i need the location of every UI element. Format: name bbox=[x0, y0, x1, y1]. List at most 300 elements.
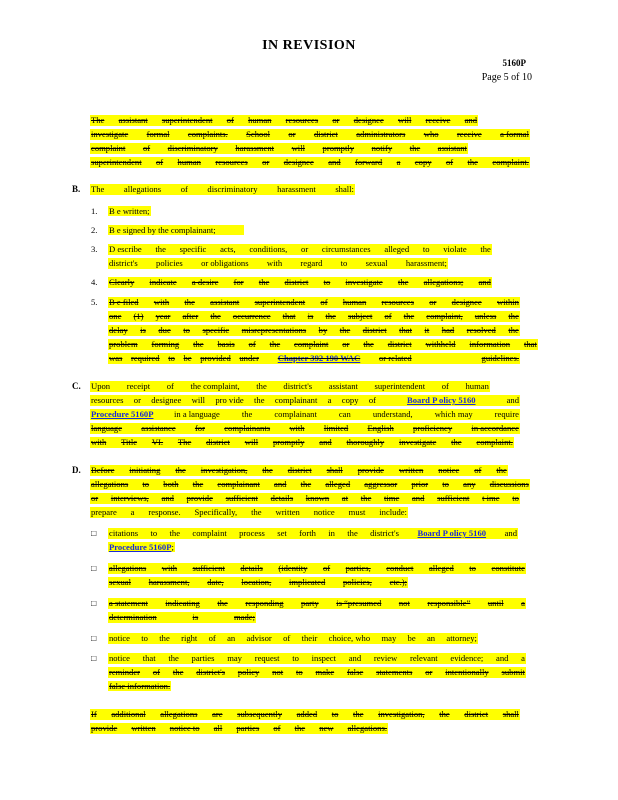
word: the bbox=[300, 479, 312, 489]
bullet-text: false information. bbox=[109, 681, 171, 691]
item-3-line-1 bbox=[108, 244, 492, 255]
section-d-line-1 bbox=[90, 465, 508, 476]
word: include: bbox=[379, 507, 407, 517]
word: The bbox=[91, 184, 105, 194]
word: made; bbox=[234, 612, 255, 622]
item-5-line-5 bbox=[108, 353, 520, 364]
word: required bbox=[130, 353, 160, 363]
word: English bbox=[367, 423, 394, 433]
word: additional bbox=[111, 709, 146, 719]
word: to bbox=[442, 479, 449, 489]
item-text bbox=[108, 297, 520, 308]
word: receive bbox=[425, 115, 451, 125]
word: and bbox=[411, 493, 425, 503]
word: The bbox=[177, 437, 192, 447]
word: pro vide bbox=[215, 395, 244, 405]
word: delay bbox=[109, 325, 128, 335]
word: the bbox=[251, 507, 262, 517]
word: parties, bbox=[345, 563, 371, 573]
word: complaint, bbox=[426, 311, 463, 321]
word: initiating bbox=[129, 465, 161, 475]
word: both bbox=[163, 479, 179, 489]
intro-line-3 bbox=[90, 143, 468, 154]
section-d-line-4 bbox=[90, 507, 408, 518]
word: resources bbox=[381, 297, 414, 307]
word: and bbox=[319, 437, 332, 447]
word: Before bbox=[91, 465, 115, 475]
word: specific bbox=[202, 325, 230, 335]
word: assistance bbox=[141, 423, 176, 433]
word: human bbox=[177, 157, 201, 167]
word: of bbox=[248, 339, 256, 349]
word: the bbox=[451, 437, 462, 447]
word: promptly bbox=[272, 437, 305, 447]
word: intentionally bbox=[445, 667, 489, 677]
word: harassment; bbox=[405, 258, 447, 268]
word: to bbox=[183, 325, 190, 335]
word: the bbox=[155, 244, 166, 254]
word: shall bbox=[326, 465, 343, 475]
word: the bbox=[480, 244, 491, 254]
word: the bbox=[352, 709, 364, 719]
section-c-text bbox=[174, 409, 519, 420]
word: year bbox=[155, 311, 171, 321]
word: until bbox=[487, 598, 504, 608]
word: unless bbox=[474, 311, 497, 321]
word: harassment, bbox=[148, 577, 190, 587]
word: notice bbox=[438, 465, 460, 475]
word: party bbox=[301, 598, 319, 608]
word: not bbox=[272, 667, 284, 677]
word: B e filed bbox=[109, 297, 139, 307]
word: The bbox=[91, 115, 105, 125]
word: acts, bbox=[220, 244, 236, 254]
word: the bbox=[397, 277, 409, 287]
item-text bbox=[108, 258, 448, 269]
word: will bbox=[191, 395, 206, 405]
word: designee bbox=[151, 395, 182, 405]
word: investigate bbox=[399, 437, 437, 447]
word: assistant bbox=[328, 381, 358, 391]
word: complaint bbox=[294, 339, 329, 349]
word: VI. bbox=[151, 437, 164, 447]
word: to bbox=[292, 653, 299, 663]
word: the bbox=[217, 598, 228, 608]
word: within bbox=[497, 297, 519, 307]
word: of bbox=[180, 184, 188, 194]
section-b-heading bbox=[90, 184, 355, 195]
word: added bbox=[296, 709, 318, 719]
word: resolved bbox=[466, 325, 496, 335]
word: to bbox=[331, 709, 339, 719]
word: alleged bbox=[428, 563, 454, 573]
closing-line-1 bbox=[90, 709, 520, 720]
word: right bbox=[181, 633, 198, 643]
item-text bbox=[109, 353, 259, 364]
word: the bbox=[508, 311, 519, 321]
word: the bbox=[325, 311, 336, 321]
word: not bbox=[398, 598, 410, 608]
bullet-icon: □ bbox=[91, 598, 97, 608]
word: it bbox=[424, 325, 430, 335]
word: the bbox=[172, 667, 184, 677]
item-text bbox=[108, 339, 538, 350]
word: the bbox=[192, 479, 204, 489]
section-d-line-2 bbox=[90, 479, 530, 490]
word: require bbox=[494, 409, 519, 419]
word: or bbox=[429, 297, 437, 307]
word: Title bbox=[121, 437, 138, 447]
word: complaint bbox=[192, 528, 227, 538]
word: the bbox=[403, 311, 415, 321]
word: misrepresentations bbox=[241, 325, 307, 335]
word: etc.); bbox=[389, 577, 407, 587]
word: t ime bbox=[482, 493, 500, 503]
word: School bbox=[246, 129, 271, 139]
word: the bbox=[169, 528, 181, 538]
word: the bbox=[258, 277, 270, 287]
bullet-1-line-1 bbox=[108, 528, 518, 539]
word: with bbox=[153, 297, 170, 307]
word: human bbox=[465, 381, 489, 391]
word: indicate bbox=[149, 277, 177, 287]
word: prepare bbox=[91, 507, 117, 517]
word: after bbox=[182, 311, 199, 321]
word: a bbox=[521, 653, 525, 663]
word: complaints. bbox=[187, 129, 228, 139]
chapter-392-190-wac-link[interactable]: Chapter 392 190 WAC bbox=[277, 353, 361, 363]
word: sufficient bbox=[225, 493, 258, 503]
word: district bbox=[387, 339, 412, 349]
word: (identity bbox=[278, 563, 308, 573]
word: district bbox=[464, 709, 489, 719]
bullet-4-line-1 bbox=[108, 633, 478, 644]
word: district's bbox=[283, 381, 313, 391]
section-c-line-1 bbox=[90, 381, 490, 392]
word: is bbox=[307, 311, 314, 321]
intro-line-1 bbox=[90, 115, 478, 126]
word: the bbox=[269, 339, 281, 349]
word: designee bbox=[283, 157, 314, 167]
word: of bbox=[226, 115, 234, 125]
word: attorney; bbox=[446, 633, 477, 643]
word: investigation, bbox=[200, 465, 248, 475]
word: If bbox=[91, 709, 97, 719]
word: allegations bbox=[91, 479, 129, 489]
word: due bbox=[158, 325, 171, 335]
section-c-text bbox=[90, 381, 490, 392]
word: and bbox=[496, 653, 509, 663]
word: resources bbox=[215, 157, 248, 167]
word: submit bbox=[501, 667, 525, 677]
word: location, bbox=[241, 577, 272, 587]
word: provide bbox=[91, 723, 118, 733]
word: resources bbox=[91, 395, 124, 405]
word: Clearly bbox=[109, 277, 135, 287]
section-c-text bbox=[90, 437, 514, 448]
word: a statement bbox=[109, 598, 148, 608]
word: that bbox=[399, 325, 412, 335]
word: sufficient bbox=[437, 493, 470, 503]
word: of bbox=[142, 143, 151, 153]
word: complainant bbox=[274, 409, 317, 419]
word: to bbox=[323, 277, 331, 287]
word: human bbox=[248, 115, 272, 125]
word: to bbox=[512, 493, 519, 503]
word: may bbox=[381, 633, 397, 643]
bullet-icon: □ bbox=[91, 563, 97, 573]
section-d-text bbox=[90, 507, 408, 518]
word: choice, who bbox=[328, 633, 371, 643]
bullet-1-line-2 bbox=[108, 542, 175, 553]
item-text bbox=[108, 277, 492, 288]
word: the bbox=[467, 157, 478, 167]
word: be bbox=[407, 633, 416, 643]
word: the bbox=[508, 325, 519, 335]
board-policy-5160-link[interactable]: Board P olicy 5160 bbox=[407, 395, 476, 405]
word: details bbox=[270, 493, 294, 503]
word: with bbox=[289, 423, 305, 433]
item-5-line-1 bbox=[108, 297, 520, 308]
word: formal bbox=[146, 129, 170, 139]
word: an bbox=[227, 633, 236, 643]
word: relevant bbox=[409, 653, 438, 663]
word: prior bbox=[411, 479, 429, 489]
word: receive bbox=[456, 129, 482, 139]
intro-text bbox=[90, 157, 530, 168]
word: superintendent bbox=[254, 297, 306, 307]
word: of bbox=[273, 723, 281, 733]
word: designee bbox=[353, 115, 384, 125]
bullet-text bbox=[108, 612, 256, 623]
word: all bbox=[213, 723, 223, 733]
word: regard bbox=[300, 258, 323, 268]
word: allegations bbox=[123, 184, 162, 194]
item-text: B e written; bbox=[109, 206, 150, 216]
closing-text bbox=[90, 723, 388, 734]
word: was bbox=[109, 353, 123, 363]
word: the complaint, bbox=[190, 381, 240, 391]
section-c-line-5 bbox=[90, 437, 514, 448]
word: allegations. bbox=[347, 723, 387, 733]
word: under bbox=[239, 353, 259, 363]
section-c-line-2 bbox=[90, 395, 520, 406]
word: the bbox=[294, 723, 306, 733]
word: time bbox=[384, 493, 400, 503]
section-c-line-4 bbox=[90, 423, 520, 434]
item-text bbox=[108, 311, 520, 322]
word: and bbox=[274, 479, 287, 489]
word: investigation, bbox=[378, 709, 425, 719]
word: information bbox=[469, 339, 511, 349]
word: copy bbox=[414, 157, 432, 167]
word: the bbox=[363, 339, 374, 349]
word: or bbox=[262, 157, 270, 167]
word: complaint. bbox=[476, 437, 513, 447]
intro-text bbox=[90, 115, 478, 126]
word: with bbox=[161, 563, 178, 573]
item-number: 1. bbox=[91, 206, 98, 216]
word: human bbox=[342, 297, 367, 307]
word: complaint. bbox=[492, 157, 529, 167]
word: policy bbox=[237, 667, 260, 677]
word: or bbox=[425, 667, 433, 677]
word: written bbox=[398, 465, 424, 475]
word: district bbox=[362, 325, 387, 335]
word: district bbox=[206, 437, 230, 447]
word: interviews, bbox=[110, 493, 149, 503]
intro-text bbox=[90, 143, 468, 154]
word: discriminatory bbox=[207, 184, 258, 194]
board-policy-5160-link[interactable]: Board P olicy 5160 bbox=[417, 528, 487, 538]
word: with bbox=[91, 437, 107, 447]
word: of bbox=[320, 297, 328, 307]
word: violate bbox=[443, 244, 467, 254]
section-c-text bbox=[91, 395, 376, 406]
bullet-icon: □ bbox=[91, 528, 97, 538]
word: implicated bbox=[288, 577, 326, 587]
word: and bbox=[348, 653, 362, 663]
bullet-5-line-1 bbox=[108, 653, 526, 664]
word: known bbox=[305, 493, 330, 503]
bullet-5-line-2 bbox=[108, 667, 526, 678]
word: district bbox=[284, 277, 309, 287]
section-c-text: and bbox=[506, 395, 519, 405]
word: citations bbox=[109, 528, 139, 538]
word: written bbox=[275, 507, 300, 517]
word: shall: bbox=[335, 184, 354, 194]
word: or bbox=[288, 129, 296, 139]
word: indicating bbox=[165, 598, 200, 608]
item-text-with-link bbox=[108, 353, 520, 364]
word: or bbox=[342, 339, 350, 349]
word: thoroughly bbox=[346, 437, 385, 447]
word: to bbox=[150, 528, 158, 538]
word: will bbox=[397, 115, 412, 125]
item-3-line-2 bbox=[108, 258, 448, 269]
procedure-5160p-link[interactable]: Procedure 5160P bbox=[109, 542, 172, 552]
word: review bbox=[373, 653, 398, 663]
item-number: 4. bbox=[91, 277, 98, 287]
word: must bbox=[348, 507, 366, 517]
word: understand, bbox=[372, 409, 413, 419]
word: the bbox=[409, 143, 421, 153]
word: circumstances bbox=[321, 244, 371, 254]
word: which may bbox=[434, 409, 473, 419]
section-heading-text bbox=[90, 184, 355, 195]
section-label: D. bbox=[72, 465, 81, 475]
word: one bbox=[109, 311, 122, 321]
word: the bbox=[496, 465, 507, 475]
word: of bbox=[474, 465, 482, 475]
word: allegations bbox=[160, 709, 198, 719]
word: provided bbox=[200, 353, 231, 363]
word: to bbox=[296, 667, 303, 677]
word: or obligations bbox=[201, 258, 249, 268]
word: shall bbox=[502, 709, 519, 719]
section-d-text bbox=[90, 465, 508, 476]
section-d-text bbox=[90, 493, 520, 504]
word: a formal bbox=[500, 129, 529, 139]
word: allegations; bbox=[423, 277, 464, 287]
word: withheld bbox=[425, 339, 456, 349]
item-5-line-2 bbox=[108, 311, 520, 322]
word: to bbox=[142, 479, 150, 489]
word: provide bbox=[186, 493, 213, 503]
word: inspect bbox=[311, 653, 336, 663]
word: complainant bbox=[217, 479, 260, 489]
word: an bbox=[426, 633, 436, 643]
word: that bbox=[523, 339, 537, 349]
word: of bbox=[441, 381, 449, 391]
word: of bbox=[445, 157, 454, 167]
bullet-text bbox=[108, 667, 526, 678]
word: reminder bbox=[109, 667, 141, 677]
word: superintendent bbox=[161, 115, 213, 125]
document-number: 5160P bbox=[502, 58, 526, 68]
word: the bbox=[339, 325, 351, 335]
word: Specifically, bbox=[194, 507, 238, 517]
word: and bbox=[478, 277, 491, 287]
item-text: B e signed by the complainant; bbox=[108, 225, 244, 235]
bullet-icon: □ bbox=[91, 633, 97, 643]
bullet-2-line-2 bbox=[108, 577, 408, 588]
word: the bbox=[184, 297, 195, 307]
word: sexual bbox=[109, 577, 131, 587]
item-5-line-4 bbox=[108, 339, 538, 350]
word: forming bbox=[151, 339, 180, 349]
word: the bbox=[175, 465, 186, 475]
word: harassment bbox=[277, 184, 316, 194]
word: conditions, bbox=[249, 244, 288, 254]
word: problem bbox=[109, 339, 138, 349]
word: statements bbox=[376, 667, 413, 677]
bullet-text bbox=[108, 598, 526, 609]
word: new bbox=[319, 723, 334, 733]
word: parties bbox=[236, 723, 260, 733]
word: response. bbox=[148, 507, 181, 517]
bullet-text bbox=[108, 563, 526, 574]
word: constitute bbox=[491, 563, 525, 573]
word: D escribe bbox=[109, 244, 142, 254]
item-text bbox=[108, 244, 492, 255]
word: the bbox=[262, 465, 273, 475]
word: or bbox=[332, 115, 340, 125]
word: of bbox=[368, 395, 376, 405]
word: of bbox=[166, 381, 174, 391]
word: subject bbox=[348, 311, 373, 321]
word: the bbox=[210, 311, 221, 321]
word: specific bbox=[179, 244, 207, 254]
word: false bbox=[347, 667, 364, 677]
word: sexual bbox=[365, 258, 388, 268]
word: any bbox=[463, 479, 476, 489]
section-c-text bbox=[90, 423, 520, 434]
word: set bbox=[277, 528, 287, 538]
procedure-5160p-link[interactable]: Procedure 5160P bbox=[91, 409, 154, 419]
word: in a language bbox=[174, 409, 220, 419]
word: is bbox=[192, 612, 199, 622]
item-text bbox=[108, 325, 520, 336]
word: assistant bbox=[210, 297, 240, 307]
word: date, bbox=[207, 577, 224, 587]
word: to bbox=[141, 633, 148, 643]
section-c-line-3 bbox=[90, 409, 520, 420]
word: notice to bbox=[169, 723, 200, 733]
word: evidence; bbox=[450, 653, 484, 663]
bullet-3-line-1 bbox=[108, 598, 526, 609]
word: provide bbox=[357, 465, 385, 475]
